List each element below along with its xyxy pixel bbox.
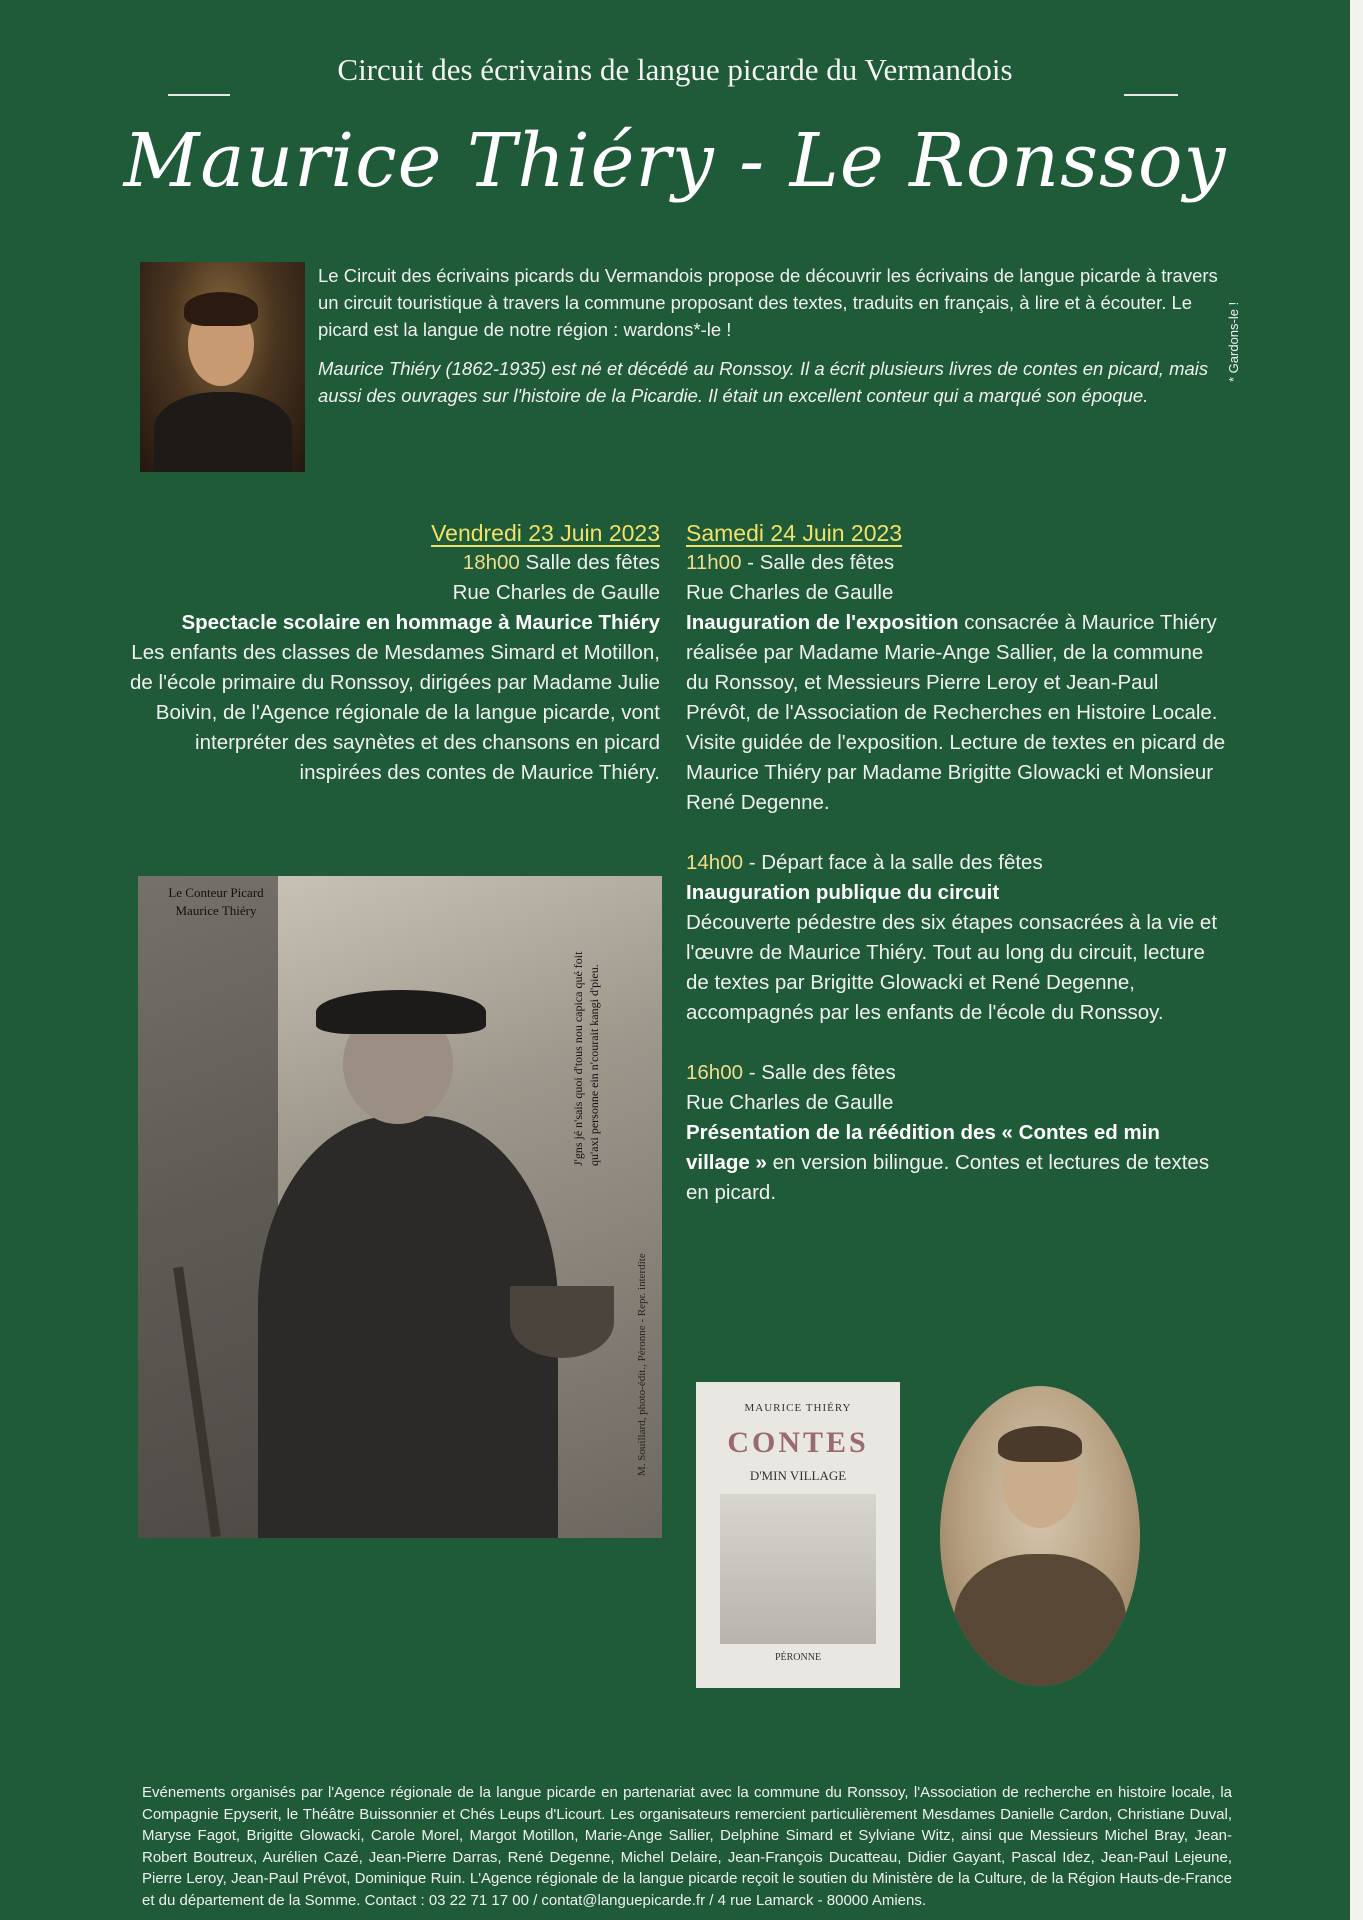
event-title: Inauguration de l'exposition bbox=[686, 611, 959, 634]
friday-date: Vendredi 23 Juin 2023 bbox=[431, 520, 660, 546]
event-description: Découverte pédestre des six étapes consacrées à la vie et l'œuvre de Maurice Thiéry. Tout au long du circuit, lecture de textes par Brigitte Glowacki et René Degenne, accompagnés par les enfants de l'école du Ronssoy. bbox=[686, 911, 1218, 1024]
book-author: MAURICE THIÉRY bbox=[744, 1402, 852, 1414]
event-time: 16h00 bbox=[686, 1061, 744, 1084]
event-place: - Salle des fêtes bbox=[741, 551, 895, 574]
book-title: CONTES bbox=[727, 1426, 869, 1459]
poster-title: Maurice Thiéry - Le Ronssoy bbox=[123, 118, 1227, 204]
portrait-painting bbox=[140, 262, 305, 472]
event-street: Rue Charles de Gaulle bbox=[686, 581, 894, 604]
event-place: - Salle des fêtes bbox=[743, 1061, 896, 1084]
event-place: - Départ face à la salle des fêtes bbox=[743, 851, 1043, 874]
event-title: Présentation de la réédition des « Contes ed min village » bbox=[686, 1121, 1160, 1174]
footnote-vertical: * Gardons-le ! bbox=[1226, 301, 1241, 382]
oval-portrait bbox=[940, 1386, 1140, 1686]
book-illustration bbox=[720, 1494, 876, 1644]
biography-paragraph: Maurice Thiéry (1862-1935) est né et décédé au Ronssoy. Il a écrit plusieurs livres de contes en picard, mais aussi des ouvrages sur l'histoire de la Picardie. Il était un excellent conteur qui a marqué son époque. bbox=[318, 358, 1209, 406]
event-14h bbox=[686, 848, 1226, 1028]
friday-title: Spectacle scolaire en hommage à Maurice Thiéry bbox=[181, 611, 660, 634]
event-time: 11h00 bbox=[686, 551, 742, 574]
friday-place: Salle des fêtes bbox=[525, 551, 660, 574]
photo-credit: M. Souillard, photo-édit., Péronne - Repr. interdite bbox=[636, 1253, 648, 1476]
book-cover bbox=[696, 1382, 900, 1688]
saturday-date: Samedi 24 Juin 2023 bbox=[686, 520, 903, 546]
event-time: 14h00 bbox=[686, 851, 744, 874]
friday-time: 18h00 bbox=[462, 551, 520, 574]
storyteller-photo bbox=[138, 876, 662, 1538]
poster-subtitle: Circuit des écrivains de langue picarde du Vermandois bbox=[337, 52, 1013, 87]
photo-caption: Le Conteur Picard Maurice Thiéry bbox=[168, 885, 264, 918]
event-16h bbox=[686, 1058, 1226, 1208]
friday-program bbox=[120, 518, 660, 788]
friday-street: Rue Charles de Gaulle bbox=[452, 581, 660, 604]
friday-description: Les enfants des classes de Mesdames Simard et Motillon, de l'école primaire du Ronssoy, dirigées par Madame Julie Boivin, de l'Agence régionale de la langue picarde, vont interpréter des saynètes et des chansons en picard inspirées des contes de Maurice Thiéry. bbox=[130, 641, 660, 784]
event-11h bbox=[686, 548, 1226, 818]
photo-quote: J'gns jé n'sais quoi d'tous nou capica qué foit qu'axi personne ein n'courait kangi d'pieu. bbox=[571, 951, 601, 1166]
intro-text bbox=[318, 262, 1218, 421]
header-line-left bbox=[168, 94, 230, 96]
event-description: consacrée à Maurice Thiéry réalisée par Madame Marie-Ange Sallier, de la commune du Ronssoy, et Messieurs Pierre Leroy et Jean-Paul Prévôt, de l'Association de Recherches en Histoire Locale. Visite guidée de l'exposition. Lecture de textes en picard de Maurice Thiéry par Madame Brigitte Glowacki et Monsieur René Degenne. bbox=[686, 611, 1226, 814]
header-line-right bbox=[1124, 94, 1178, 96]
saturday-program bbox=[686, 518, 1226, 1238]
credits-footer: Evénements organisés par l'Agence régionale de la langue picarde en partenariat avec la commune du Ronssoy, l'Association de recherche en histoire locale, la Compagnie Epyserit, le Théâtre Buissonnier et Chés Leups d'Licourt. Les organisateurs remercient particulièrement Mesdames Danielle Cardon, Christiane Duval, Maryse Fagot, Brigitte Glowacki, Carole Morel, Margot Motillon, Marie-Ange Sallier, Delphine Simard et Sylviane Witz, ainsi que Messieurs Michel Bray, Jean-Robert Boutreux, Aurélien Cazé, Jean-Pierre Darras, René Degenne, Michel Delaire, Jean-François Ducatteau, Didier Gayant, Pascal Idez, Jean-Paul Lejeune, Pierre Leroy, Jean-Paul Prévot, Dominique Ruin. L'Agence régionale de la langue picarde reçoit le soutien du Ministère de la Culture, de la Région Hauts-de-France et du département de la Somme. Contact : 03 22 71 17 00 / contat@languepicarde.fr / 4 rue Lamarck - 80000 Amiens. bbox=[142, 1784, 1232, 1909]
book-subtitle: D'MIN VILLAGE bbox=[749, 1468, 847, 1483]
event-description: en version bilingue. Contes et lectures de textes en picard. bbox=[686, 1151, 1210, 1204]
intro-paragraph: Le Circuit des écrivains picards du Vermandois propose de découvrir les écrivains de langue picarde à travers un circuit touristique à travers la commune proposant des textes, traduits en français, à lire et à écouter. Le picard est la langue de notre région : wardons*-le ! bbox=[318, 265, 1218, 340]
event-title: Inauguration publique du circuit bbox=[686, 881, 1000, 904]
event-street: Rue Charles de Gaulle bbox=[686, 1091, 894, 1114]
book-publisher: PÉRONNE bbox=[774, 1652, 822, 1663]
